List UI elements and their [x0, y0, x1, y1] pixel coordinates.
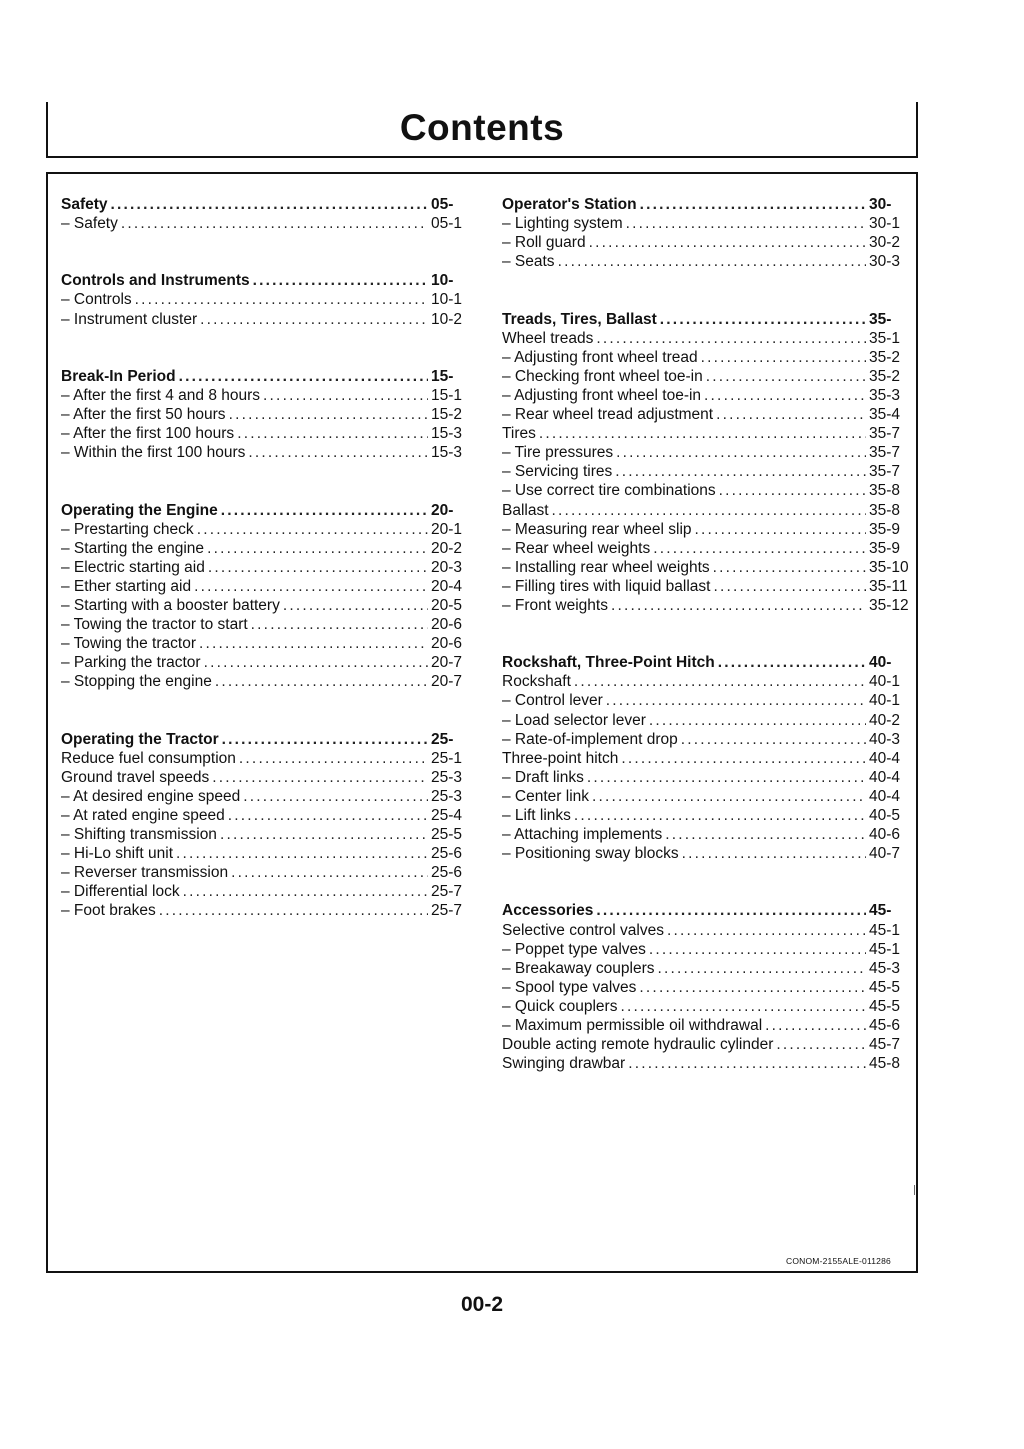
- toc-page-ref: 15-1: [431, 386, 463, 404]
- toc-page-ref: 35-7: [869, 425, 901, 443]
- toc-page-ref: 45-7: [869, 1036, 901, 1054]
- toc-entry: [502, 711, 909, 730]
- toc-entry: [61, 214, 465, 233]
- toc-entry: [502, 558, 909, 577]
- toc-entry-label: Controls and Instruments: [61, 272, 250, 290]
- toc-page-ref: 30-1: [869, 215, 901, 233]
- toc-entry: [502, 386, 909, 405]
- toc-page-ref: 40-4: [869, 749, 901, 767]
- toc-entry-label: – At desired engine speed: [61, 787, 241, 805]
- toc-entry-label: – Maximum permissible oil withdrawal: [502, 1017, 763, 1035]
- toc-entry-label: Swinging drawbar: [502, 1055, 626, 1073]
- dot-leader: [121, 214, 428, 233]
- dot-leader: [552, 501, 866, 520]
- toc-entry-label: – Use correct tire combinations: [502, 482, 716, 500]
- dot-leader: [665, 825, 866, 844]
- toc-page-ref: 10-1: [431, 291, 463, 309]
- toc-entry: [61, 768, 465, 787]
- dot-leader: [229, 405, 428, 424]
- toc-section-break-in-period: [61, 367, 465, 462]
- toc-page-ref: 40-4: [869, 787, 901, 805]
- toc-page-ref: 20-4: [431, 577, 463, 595]
- toc-entry-label: Double acting remote hydraulic cylinder: [502, 1036, 774, 1054]
- dot-leader: [237, 424, 428, 443]
- toc-entry: [61, 844, 465, 863]
- toc-entry: [502, 749, 909, 768]
- toc-page-ref: 35-: [869, 310, 892, 328]
- toc-page-ref: 05-1: [431, 215, 463, 233]
- right-column: [502, 195, 909, 1112]
- toc-section-accessories: [502, 901, 909, 1073]
- toc-entry: [502, 1016, 909, 1035]
- dot-leader: [587, 768, 866, 787]
- toc-entry-label: – Parking the tractor: [61, 654, 201, 672]
- page-number: 00-2: [460, 1293, 504, 1316]
- toc-entry: [502, 978, 909, 997]
- toc-page-ref: 25-6: [431, 864, 463, 882]
- toc-entry-label: – Load selector lever: [502, 711, 646, 729]
- toc-entry-label: – Rate-of-implement drop: [502, 730, 678, 748]
- toc-entry-label: – Installing rear wheel weights: [502, 558, 710, 576]
- toc-entry-label: – Control lever: [502, 692, 603, 710]
- toc-page-ref: 20-7: [431, 673, 463, 691]
- toc-page-ref: 40-4: [869, 768, 901, 786]
- dot-leader: [253, 271, 428, 290]
- dot-leader: [221, 501, 428, 520]
- dot-leader: [596, 901, 866, 920]
- toc-section-heading: [61, 195, 465, 214]
- toc-entry: [61, 634, 465, 653]
- toc-page-ref: 40-1: [869, 673, 901, 691]
- dot-leader: [239, 749, 428, 768]
- toc-page-ref: 40-: [869, 654, 892, 672]
- toc-page-ref: 35-9: [869, 520, 901, 538]
- margin-mark: [914, 1185, 915, 1195]
- toc-entry-label: – Breakaway couplers: [502, 959, 655, 977]
- toc-section-heading: [502, 195, 909, 214]
- toc-entry-label: – Front weights: [502, 596, 608, 614]
- toc-entry-label: Wheel treads: [502, 329, 594, 347]
- dot-leader: [626, 214, 866, 233]
- toc-entry: [61, 653, 465, 672]
- toc-entry: [502, 1054, 909, 1073]
- toc-entry-label: – Electric starting aid: [61, 558, 205, 576]
- toc-entry: [502, 730, 909, 749]
- toc-entry: [61, 558, 465, 577]
- toc-entry-label: Break-In Period: [61, 367, 176, 385]
- dot-leader: [194, 577, 428, 596]
- toc-entry: [61, 901, 465, 920]
- toc-entry-label: – Servicing tires: [502, 463, 613, 481]
- toc-entry: [502, 940, 909, 959]
- toc-page-ref: 40-1: [869, 692, 901, 710]
- toc-entry: [502, 787, 909, 806]
- dot-leader: [539, 424, 866, 443]
- toc-entry: [502, 806, 909, 825]
- toc-page-ref: 20-3: [431, 558, 463, 576]
- dot-leader: [228, 806, 428, 825]
- dot-leader: [667, 921, 866, 940]
- toc-entry: [61, 863, 465, 882]
- dot-leader: [776, 1035, 866, 1054]
- dot-leader: [159, 901, 428, 920]
- toc-page-ref: 25-3: [431, 768, 463, 786]
- toc-page-ref: 45-: [869, 902, 892, 920]
- dot-leader: [592, 787, 866, 806]
- toc-page-ref: 35-7: [869, 444, 901, 462]
- toc-entry-label: Accessories: [502, 902, 594, 920]
- dot-leader: [704, 386, 866, 405]
- toc-entry-label: – At rated engine speed: [61, 807, 225, 824]
- toc-page-ref: 15-3: [431, 444, 463, 462]
- toc-page-ref: 15-: [431, 367, 454, 385]
- toc-entry-label: Treads, Tires, Ballast: [502, 310, 657, 328]
- toc-entry-label: Ballast: [502, 501, 549, 519]
- toc-entry: [61, 596, 465, 615]
- toc-page-ref: 40-2: [869, 711, 901, 729]
- toc-entry: [61, 405, 465, 424]
- toc-section-treads-tires-ballast: [502, 310, 909, 616]
- toc-entry-label: – Ether starting aid: [61, 577, 192, 595]
- toc-entry: [502, 844, 909, 863]
- dot-leader: [183, 882, 428, 901]
- toc-page-ref: 35-1: [869, 329, 901, 347]
- toc-page-ref: 20-5: [431, 596, 463, 614]
- dot-leader: [231, 863, 428, 882]
- toc-page-ref: 45-6: [869, 1017, 901, 1035]
- toc-page-ref: 35-2: [869, 367, 901, 385]
- toc-page-ref: 40-5: [869, 807, 901, 824]
- toc-page-ref: 30-2: [869, 234, 901, 252]
- toc-entry: [61, 290, 465, 309]
- toc-entry-label: – Instrument cluster: [61, 310, 198, 328]
- dot-leader: [620, 997, 866, 1016]
- toc-entry-label: – Measuring rear wheel slip: [502, 520, 692, 538]
- toc-page-ref: 45-5: [869, 997, 901, 1015]
- toc-entry-label: – Lighting system: [502, 215, 623, 233]
- toc-page-ref: 45-1: [869, 940, 901, 958]
- toc-section-heading: [61, 367, 465, 386]
- toc-entry-label: – Starting with a booster battery: [61, 596, 280, 614]
- toc-page-ref: 20-1: [431, 520, 463, 538]
- toc-page-ref: 20-: [431, 501, 454, 519]
- toc-entry: [61, 310, 465, 329]
- toc-entry: [502, 405, 909, 424]
- dot-leader: [199, 634, 428, 653]
- toc-entry-label: – Lift links: [502, 807, 571, 824]
- toc-page-ref: 35-4: [869, 406, 901, 424]
- toc-page-ref: 45-8: [869, 1055, 901, 1073]
- toc-entry: [61, 424, 465, 443]
- toc-section-operating-the-tractor: [61, 730, 465, 921]
- toc-entry: [61, 577, 465, 596]
- toc-entry-label: – After the first 4 and 8 hours: [61, 386, 261, 404]
- toc-entry: [502, 539, 909, 558]
- toc-page-ref: 35-2: [869, 348, 901, 366]
- toc-page-ref: 45-1: [869, 921, 901, 939]
- toc-entry: [61, 520, 465, 539]
- toc-section-heading: [502, 653, 909, 672]
- dot-leader: [179, 367, 428, 386]
- toc-entry: [502, 367, 909, 386]
- dot-leader: [682, 844, 866, 863]
- toc-entry: [502, 825, 909, 844]
- dot-leader: [111, 195, 428, 214]
- toc-entry-label: – Quick couplers: [502, 997, 618, 1015]
- dot-leader: [574, 806, 866, 825]
- left-column: [61, 195, 465, 959]
- toc-entry-label: Three-point hitch: [502, 749, 619, 767]
- dot-leader: [220, 825, 428, 844]
- toc-page-ref: 25-4: [431, 807, 463, 824]
- dot-leader: [616, 443, 866, 462]
- toc-entry-label: – Attaching implements: [502, 826, 663, 844]
- toc-entry-label: Tires: [502, 425, 536, 443]
- dot-leader: [243, 787, 428, 806]
- toc-page-ref: 25-6: [431, 845, 463, 863]
- toc-entry: [61, 787, 465, 806]
- toc-section-heading: [61, 730, 465, 749]
- toc-page-ref: 25-7: [431, 902, 463, 920]
- toc-page-ref: 20-6: [431, 635, 463, 653]
- toc-entry: [61, 882, 465, 901]
- toc-entry: [502, 672, 909, 691]
- toc-entry-label: – Starting the engine: [61, 539, 205, 557]
- dot-leader: [628, 1054, 866, 1073]
- toc-entry-label: – Prestarting check: [61, 520, 194, 538]
- toc-entry-label: – Positioning sway blocks: [502, 845, 679, 863]
- toc-page-ref: 35-9: [869, 539, 901, 557]
- toc-entry: [61, 749, 465, 768]
- dot-leader: [695, 520, 866, 539]
- toc-page-ref: 35-12: [869, 596, 909, 614]
- dot-leader: [621, 749, 866, 768]
- toc-entry-label: – Towing the tractor: [61, 635, 196, 653]
- toc-section-controls-and-instruments: [61, 271, 465, 328]
- toc-entry: [502, 481, 909, 500]
- toc-section-heading: [502, 901, 909, 920]
- toc-entry: [502, 462, 909, 481]
- toc-entry-label: – Spool type valves: [502, 978, 637, 996]
- toc-entry: [61, 539, 465, 558]
- toc-entry: [61, 443, 465, 462]
- toc-page-ref: 40-7: [869, 845, 901, 863]
- toc-entry: [502, 596, 909, 615]
- toc-entry: [502, 233, 909, 252]
- dot-leader: [574, 672, 866, 691]
- toc-entry-label: – Shifting transmission: [61, 826, 217, 844]
- toc-page-ref: 10-2: [431, 310, 463, 328]
- dot-leader: [248, 443, 428, 462]
- toc-page-ref: 10-: [431, 272, 454, 290]
- dot-leader: [135, 290, 428, 309]
- toc-entry: [502, 520, 909, 539]
- toc-entry: [502, 501, 909, 520]
- toc-entry: [61, 825, 465, 844]
- dot-leader: [649, 711, 866, 730]
- dot-leader: [611, 596, 866, 615]
- toc-entry-label: Operating the Engine: [61, 501, 218, 519]
- toc-page-ref: 35-8: [869, 501, 901, 519]
- dot-leader: [658, 959, 867, 978]
- document-code: CONOM-2155ALE-011286: [786, 1256, 891, 1266]
- toc-page-ref: 15-3: [431, 425, 463, 443]
- dot-leader: [596, 329, 866, 348]
- toc-entry-label: – Within the first 100 hours: [61, 444, 246, 462]
- dot-leader: [649, 940, 866, 959]
- toc-entry: [61, 615, 465, 634]
- toc-entry-label: Safety: [61, 196, 108, 213]
- toc-page-ref: 25-3: [431, 787, 463, 805]
- toc-entry: [502, 959, 909, 978]
- dot-leader: [197, 520, 428, 539]
- toc-entry: [61, 672, 465, 691]
- dot-leader: [558, 252, 866, 271]
- toc-page-ref: 40-3: [869, 730, 901, 748]
- toc-entry-label: – Roll guard: [502, 234, 586, 252]
- toc-entry: [502, 348, 909, 367]
- toc-page-ref: 25-1: [431, 749, 463, 767]
- toc-page-ref: 40-6: [869, 826, 901, 844]
- dot-leader: [204, 653, 428, 672]
- toc-page-ref: 35-11: [869, 577, 908, 595]
- toc-entry-label: – Poppet type valves: [502, 940, 646, 958]
- dot-leader: [589, 233, 866, 252]
- toc-section-operating-the-engine: [61, 501, 465, 692]
- toc-entry-label: – Stopping the engine: [61, 673, 212, 691]
- dot-leader: [716, 405, 866, 424]
- toc-entry-label: – Adjusting front wheel tread: [502, 348, 698, 366]
- page-title: Contents: [399, 107, 565, 148]
- dot-leader: [701, 348, 866, 367]
- toc-section-operator-s-station: [502, 195, 909, 271]
- toc-entry-label: – Draft links: [502, 768, 584, 786]
- toc-entry-label: Reduce fuel consumption: [61, 749, 236, 767]
- toc-entry-label: Rockshaft, Three-Point Hitch: [502, 654, 715, 672]
- toc-entry-label: Operator's Station: [502, 196, 637, 213]
- dot-leader: [606, 691, 866, 710]
- toc-entry-label: – Safety: [61, 215, 118, 233]
- toc-section-heading: [61, 501, 465, 520]
- dot-leader: [207, 539, 428, 558]
- dot-leader: [283, 596, 428, 615]
- toc-page-ref: 45-5: [869, 978, 901, 996]
- dot-leader: [681, 730, 866, 749]
- dot-leader: [215, 672, 428, 691]
- toc-page-ref: 35-10: [869, 558, 909, 576]
- dot-leader: [706, 367, 866, 386]
- dot-leader: [615, 462, 866, 481]
- toc-section-heading: [502, 310, 909, 329]
- toc-page-ref: 05-: [431, 196, 454, 213]
- dot-leader: [176, 844, 428, 863]
- dot-leader: [765, 1016, 866, 1035]
- toc-entry-label: – Checking front wheel toe-in: [502, 367, 703, 385]
- toc-entry-label: – After the first 50 hours: [61, 406, 226, 424]
- dot-leader: [263, 386, 428, 405]
- dot-leader: [251, 615, 428, 634]
- dot-leader: [713, 577, 866, 596]
- toc-entry-label: – Adjusting front wheel toe-in: [502, 386, 702, 404]
- toc-entry-label: – Reverser transmission: [61, 864, 229, 882]
- toc-entry: [502, 768, 909, 787]
- toc-entry-label: Selective control valves: [502, 921, 664, 939]
- dot-leader: [713, 558, 866, 577]
- toc-page-ref: 20-6: [431, 616, 463, 634]
- toc-entry: [502, 921, 909, 940]
- toc-page-ref: 30-: [869, 196, 892, 213]
- toc-entry-label: – Center link: [502, 787, 590, 805]
- toc-entry: [502, 997, 909, 1016]
- toc-page-ref: 35-7: [869, 463, 901, 481]
- toc-entry: [502, 1035, 909, 1054]
- toc-entry-label: Ground travel speeds: [61, 768, 210, 786]
- toc-entry: [502, 214, 909, 233]
- toc-entry-label: – Filling tires with liquid ballast: [502, 577, 711, 595]
- toc-page-ref: 35-3: [869, 386, 901, 404]
- toc-page-ref: 25-7: [431, 883, 463, 901]
- dot-leader: [200, 310, 428, 329]
- toc-entry: [502, 329, 909, 348]
- toc-page-ref: 20-7: [431, 654, 463, 672]
- dot-leader: [208, 558, 428, 577]
- dot-leader: [660, 310, 866, 329]
- toc-entry: [502, 691, 909, 710]
- toc-entry-label: – Tire pressures: [502, 444, 614, 462]
- dot-leader: [718, 653, 866, 672]
- dot-leader: [222, 730, 428, 749]
- toc-page-ref: 30-3: [869, 253, 901, 271]
- toc-entry: [61, 806, 465, 825]
- toc-entry: [502, 443, 909, 462]
- toc-page-ref: 15-2: [431, 406, 463, 424]
- toc-entry-label: – Foot brakes: [61, 902, 156, 920]
- toc-entry-label: Operating the Tractor: [61, 730, 219, 748]
- toc-section-heading: [61, 271, 465, 290]
- toc-section-rockshaft-three-point-hitch: [502, 653, 909, 863]
- dot-leader: [653, 539, 866, 558]
- toc-entry: [502, 252, 909, 271]
- toc-entry: [61, 386, 465, 405]
- toc-entry-label: Rockshaft: [502, 673, 571, 691]
- dot-leader: [640, 195, 866, 214]
- toc-entry-label: – Differential lock: [61, 883, 180, 901]
- dot-leader: [719, 481, 866, 500]
- toc-page-ref: 45-3: [869, 959, 901, 977]
- toc-entry-label: – After the first 100 hours: [61, 425, 235, 443]
- toc-entry-label: – Seats: [502, 253, 555, 271]
- toc-page-ref: 25-: [431, 730, 454, 748]
- toc-page-ref: 20-2: [431, 539, 463, 557]
- toc-entry-label: – Controls: [61, 291, 132, 309]
- dot-leader: [212, 768, 428, 787]
- dot-leader: [639, 978, 866, 997]
- toc-page-ref: 25-5: [431, 826, 463, 844]
- toc-entry-label: – Hi-Lo shift unit: [61, 845, 173, 863]
- toc-entry: [502, 577, 909, 596]
- toc-entry-label: – Rear wheel tread adjustment: [502, 406, 714, 424]
- toc-entry: [502, 424, 909, 443]
- toc-page-ref: 35-8: [869, 482, 901, 500]
- toc-entry-label: – Towing the tractor to start: [61, 616, 248, 634]
- toc-entry-label: – Rear wheel weights: [502, 539, 651, 557]
- toc-section-safety: [61, 195, 465, 233]
